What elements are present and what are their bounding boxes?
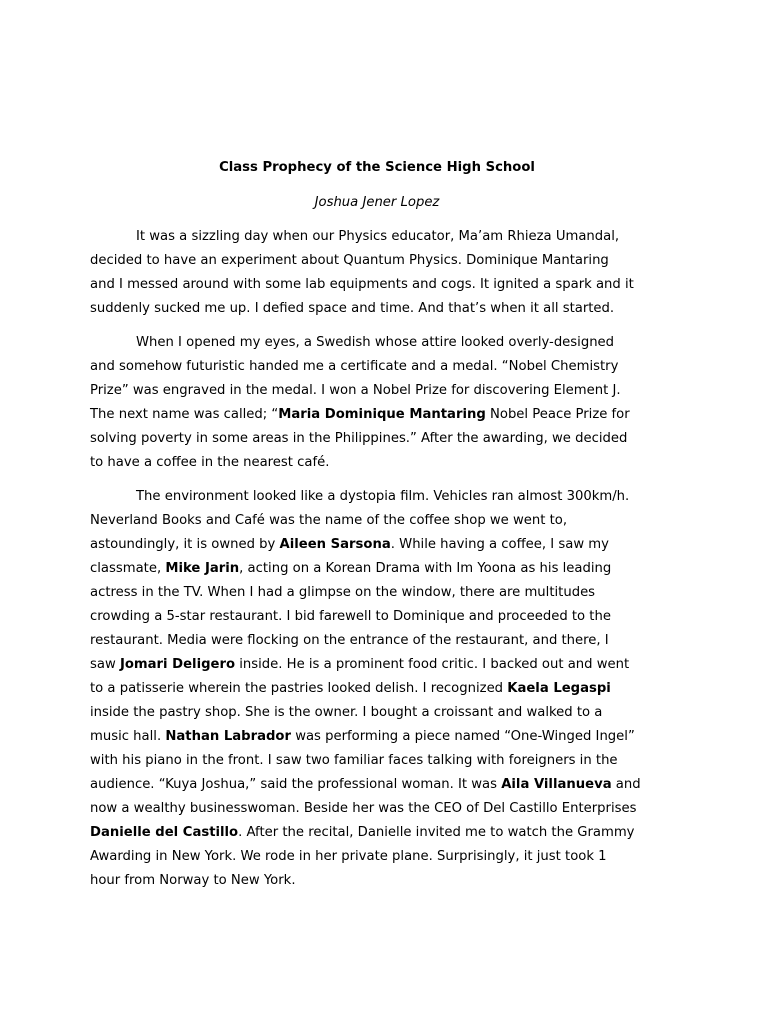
document-body — [90, 225, 664, 893]
text-run: Nobel Peace Prize for — [485, 407, 630, 422]
document-title: Class Prophecy of the Science High School — [219, 160, 535, 175]
text-line — [90, 773, 664, 797]
text-line — [90, 485, 664, 509]
text-run: saw — [90, 657, 120, 672]
text-line — [90, 701, 664, 725]
bold-name: Aileen Sarsona — [279, 537, 391, 552]
text-line — [90, 749, 664, 773]
text-run: restaurant. Media were flocking on the entrance of the restaurant, and there, I — [90, 633, 609, 648]
text-run: Neverland Books and Café was the name of the coffee shop we went to, — [90, 513, 568, 528]
text-line — [90, 557, 664, 581]
text-line — [90, 581, 664, 605]
text-line — [90, 653, 664, 677]
text-run: now a wealthy businesswoman. Beside her was the CEO of Del Castillo Enterprises — [90, 801, 637, 816]
text-line — [90, 427, 664, 451]
text-line — [90, 677, 664, 701]
text-run: . After the recital, Danielle invited me to watch the Grammy — [238, 825, 635, 840]
text-run: decided to have an experiment about Quantum Physics. Dominique Mantaring — [90, 253, 609, 268]
bold-name: Maria Dominique Mantaring — [278, 407, 486, 422]
document-author: Joshua Jener Lopez — [314, 195, 440, 210]
paragraph — [90, 225, 664, 321]
document-page — [90, 156, 664, 903]
text-line — [90, 797, 664, 821]
text-run: The next name was called; “ — [90, 407, 279, 422]
text-run: It was a sizzling day when our Physics educator, Ma’am Rhieza Umandal, — [136, 229, 620, 244]
text-line — [90, 225, 664, 249]
text-line — [90, 629, 664, 653]
text-run: hour from Norway to New York. — [90, 873, 296, 888]
bold-name: Aila Villanueva — [501, 777, 612, 792]
text-line — [90, 355, 664, 379]
text-run: music hall. — [90, 729, 166, 744]
paragraph — [90, 331, 664, 475]
text-run: and I messed around with some lab equipments and cogs. It ignited a spark and it — [90, 277, 634, 292]
text-run: Prize” was engraved in the medal. I won a Nobel Prize for discovering Element J. — [90, 383, 621, 398]
text-run: to a patisserie wherein the pastries looked delish. I recognized — [90, 681, 508, 696]
text-run: When I opened my eyes, a Swedish whose attire looked overly-designed — [136, 335, 615, 350]
bold-name: Mike Jarin — [165, 561, 240, 576]
text-line — [90, 509, 664, 533]
text-line — [90, 869, 664, 893]
text-run: classmate, — [90, 561, 166, 576]
text-run: inside the pastry shop. She is the owner. I bought a croissant and walked to a — [90, 705, 603, 720]
text-run: . While having a coffee, I saw my — [390, 537, 609, 552]
text-run: Awarding in New York. We rode in her private plane. Surprisingly, it just took 1 — [90, 849, 607, 864]
bold-name: Nathan Labrador — [165, 729, 291, 744]
text-line — [90, 249, 664, 273]
text-run: with his piano in the front. I saw two familiar faces talking with foreigners in the — [90, 753, 618, 768]
text-run: The environment looked like a dystopia film. Vehicles ran almost 300km/h. — [136, 489, 630, 504]
text-line — [90, 379, 664, 403]
text-run: crowding a 5-star restaurant. I bid farewell to Dominique and proceeded to the — [90, 609, 611, 624]
bold-name: Kaela Legaspi — [507, 681, 611, 696]
text-line — [90, 725, 664, 749]
text-run: to have a coffee in the nearest café. — [90, 455, 330, 470]
text-run: audience. “Kuya Joshua,” said the professional woman. It was — [90, 777, 502, 792]
text-line — [90, 821, 664, 845]
text-line — [90, 533, 664, 557]
text-run: astoundingly, it is owned by — [90, 537, 280, 552]
text-run: and somehow futuristic handed me a certificate and a medal. “Nobel Chemistry — [90, 359, 619, 374]
text-line — [90, 403, 664, 427]
paragraph — [90, 485, 664, 893]
text-run: , acting on a Korean Drama with Im Yoona as his leading — [239, 561, 612, 576]
text-line — [90, 297, 664, 321]
text-line — [90, 451, 664, 475]
text-run: inside. He is a prominent food critic. I backed out and went — [235, 657, 630, 672]
text-run: suddenly sucked me up. I defied space and time. And that’s when it all started. — [90, 301, 615, 316]
text-line — [90, 273, 664, 297]
text-run: solving poverty in some areas in the Philippines.” After the awarding, we decided — [90, 431, 628, 446]
text-run: and — [611, 777, 641, 792]
text-run: was performing a piece named “One-Winged Ingel” — [291, 729, 635, 744]
bold-name: Danielle del Castillo — [90, 825, 239, 840]
text-line — [90, 605, 664, 629]
text-run: actress in the TV. When I had a glimpse on the window, there are multitudes — [90, 585, 596, 600]
text-line — [90, 331, 664, 355]
text-line — [90, 845, 664, 869]
bold-name: Jomari Deligero — [119, 657, 236, 672]
